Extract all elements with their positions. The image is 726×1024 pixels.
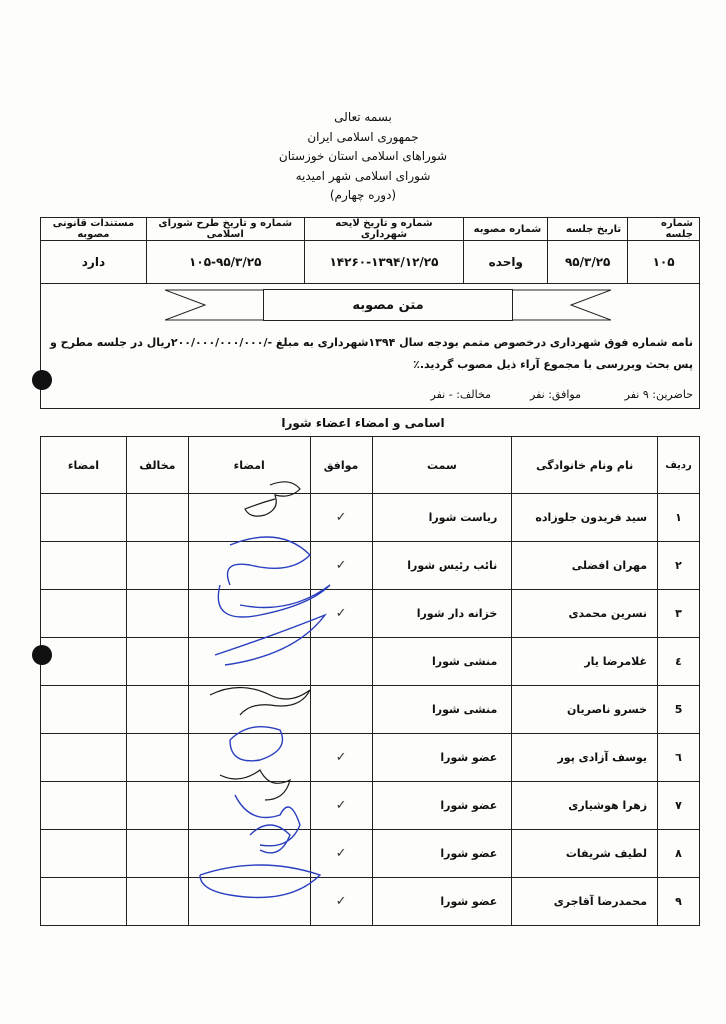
row-number: ۸ bbox=[658, 830, 700, 878]
member-position: عضو شورا bbox=[372, 830, 512, 878]
signature-cell-2 bbox=[41, 542, 127, 590]
member-position: ریاست شورا bbox=[372, 494, 512, 542]
signature-cell-2 bbox=[41, 734, 127, 782]
row-number: ۳ bbox=[658, 590, 700, 638]
oppose-cell bbox=[126, 830, 188, 878]
member-name: لطیف شریفات bbox=[512, 830, 658, 878]
header-line-1: بسمه تعالی bbox=[334, 110, 392, 124]
row-number: ۹ bbox=[658, 878, 700, 926]
signature-stroke-8 bbox=[235, 795, 300, 846]
signature-cell-2 bbox=[41, 590, 127, 638]
oppose-count: مخالف: - نفر bbox=[430, 388, 491, 401]
oppose-cell bbox=[126, 686, 188, 734]
signature-stroke-9 bbox=[250, 825, 290, 853]
meta-session-number: ۱۰۵ bbox=[628, 241, 700, 284]
agree-check: ✓ bbox=[310, 782, 372, 830]
members-title: اسامی و امضاء اعضاء شورا bbox=[281, 416, 445, 430]
oppose-cell bbox=[126, 638, 188, 686]
oppose-cell bbox=[126, 494, 188, 542]
col-header-row: ردیف bbox=[658, 437, 700, 494]
member-position: عضو شورا bbox=[372, 782, 512, 830]
meta-header-plan: شماره و تاریخ طرح شورای اسلامی bbox=[146, 218, 304, 241]
member-name: نسرین محمدی bbox=[512, 590, 658, 638]
row-number: ٦ bbox=[658, 734, 700, 782]
member-name: سید فریدون جلوزاده bbox=[512, 494, 658, 542]
member-position: منشی شورا bbox=[372, 686, 512, 734]
table-row bbox=[41, 782, 700, 830]
meta-header-session-number: شماره جلسه bbox=[628, 218, 700, 241]
punch-hole-bottom bbox=[32, 645, 52, 665]
meta-header-legal-basis: مستندات قانونی مصوبه bbox=[41, 218, 147, 241]
oppose-cell bbox=[126, 878, 188, 926]
member-position: عضو شورا bbox=[372, 734, 512, 782]
signature-cell-2 bbox=[41, 494, 127, 542]
signature-cell-2 bbox=[41, 686, 127, 734]
member-name: خسرو ناصریان bbox=[512, 686, 658, 734]
meta-header-bill: شماره و تاریخ لایحه شهرداری bbox=[304, 218, 464, 241]
row-number: ۷ bbox=[658, 782, 700, 830]
table-row bbox=[41, 686, 700, 734]
member-position: عضو شورا bbox=[372, 878, 512, 926]
col-header-oppose: مخالف bbox=[126, 437, 188, 494]
agree-check: ✓ bbox=[310, 494, 372, 542]
signature-stroke-2 bbox=[210, 688, 310, 716]
meta-bill: ۱۴۲۶۰-۱۳۹۴/۱۲/۲۵ bbox=[304, 241, 464, 284]
member-name: یوسف آزادی پور bbox=[512, 734, 658, 782]
col-header-name: نام ونام خانوادگی bbox=[512, 437, 658, 494]
row-number: ٤ bbox=[658, 638, 700, 686]
members-table bbox=[40, 436, 700, 926]
table-row bbox=[41, 542, 700, 590]
meta-header-resolution-number: شماره مصوبه bbox=[464, 218, 548, 241]
resolution-text: نامه شماره فوق شهرداری درخصوص متمم بودجه سال ۱۳۹۴شهرداری به مبلغ -/۲۰۰/۰۰۰/۰۰۰/۰۰۰ریال در جلسه مطرح و پس بحث وبررسی با مجموع آراء ذیل مصوب گردید.٪ bbox=[50, 336, 693, 371]
member-name: زهرا هوشیاری bbox=[512, 782, 658, 830]
letterhead bbox=[0, 108, 726, 206]
member-position: منشی شورا bbox=[372, 638, 512, 686]
member-position: خزانه دار شورا bbox=[372, 590, 512, 638]
table-row bbox=[41, 494, 700, 542]
oppose-cell bbox=[126, 782, 188, 830]
agree-check: ✓ bbox=[310, 830, 372, 878]
signature-stroke-6 bbox=[215, 615, 325, 665]
signature-stroke-5 bbox=[218, 585, 330, 617]
attendance-line bbox=[431, 388, 693, 401]
agree-check: ✓ bbox=[310, 878, 372, 926]
meta-legal-basis: دارد bbox=[41, 241, 147, 284]
signature-cell-2 bbox=[41, 830, 127, 878]
table-row bbox=[41, 878, 700, 926]
punch-hole-top bbox=[32, 370, 52, 390]
signature-stroke-7 bbox=[230, 727, 283, 761]
table-row bbox=[41, 830, 700, 878]
col-header-agree: موافق bbox=[310, 437, 372, 494]
row-number: ۲ bbox=[658, 542, 700, 590]
table-row bbox=[41, 590, 700, 638]
agree-check: ✓ bbox=[310, 542, 372, 590]
signature-cell-2 bbox=[41, 782, 127, 830]
agree-check: ✓ bbox=[310, 590, 372, 638]
signature-stroke-3 bbox=[220, 770, 290, 800]
resolution-banner bbox=[165, 289, 611, 321]
row-number: ۱ bbox=[658, 494, 700, 542]
row-number: 5 bbox=[658, 686, 700, 734]
agree-count: موافق: نفر bbox=[530, 388, 581, 401]
oppose-cell bbox=[126, 542, 188, 590]
table-row bbox=[41, 734, 700, 782]
session-meta-table bbox=[40, 217, 700, 284]
present-count: حاضرین: ۹ نفر bbox=[624, 388, 693, 401]
signature-stroke-1 bbox=[245, 482, 300, 516]
agree-check: ✓ bbox=[310, 734, 372, 782]
resolution-title: متن مصوبه bbox=[263, 289, 513, 321]
meta-resolution-number: واحده bbox=[464, 241, 548, 284]
member-position: نائب رئیس شورا bbox=[372, 542, 512, 590]
member-name: مهران افضلی bbox=[512, 542, 658, 590]
member-name: غلامرضا یار bbox=[512, 638, 658, 686]
signature-stroke-4 bbox=[228, 537, 311, 585]
header-line-2: جمهوری اسلامی ایران bbox=[307, 129, 419, 144]
col-header-position: سمت bbox=[372, 437, 512, 494]
oppose-cell bbox=[126, 734, 188, 782]
handwritten-signatures bbox=[190, 475, 340, 915]
signature-stroke-10 bbox=[200, 865, 320, 898]
meta-session-date: ۹۵/۳/۲۵ bbox=[548, 241, 628, 284]
meta-plan: ۱۰۵-۹۵/۳/۲۵ bbox=[146, 241, 304, 284]
meta-header-session-date: تاریخ جلسه bbox=[548, 218, 628, 241]
oppose-cell bbox=[126, 590, 188, 638]
header-line-4: شورای اسلامی شهر امیدیه bbox=[295, 168, 431, 183]
header-line-5: (دوره چهارم) bbox=[329, 188, 397, 202]
signature-cell-2 bbox=[41, 638, 127, 686]
col-header-signature-2: امضاء bbox=[41, 437, 127, 494]
member-name: محمدرضا آقاجری bbox=[512, 878, 658, 926]
col-header-signature: امضاء bbox=[188, 437, 310, 494]
table-row bbox=[41, 638, 700, 686]
header-line-3: شوراهای اسلامی استان خوزستان bbox=[278, 149, 448, 163]
resolution-box bbox=[40, 279, 700, 409]
signature-cell-2 bbox=[41, 878, 127, 926]
